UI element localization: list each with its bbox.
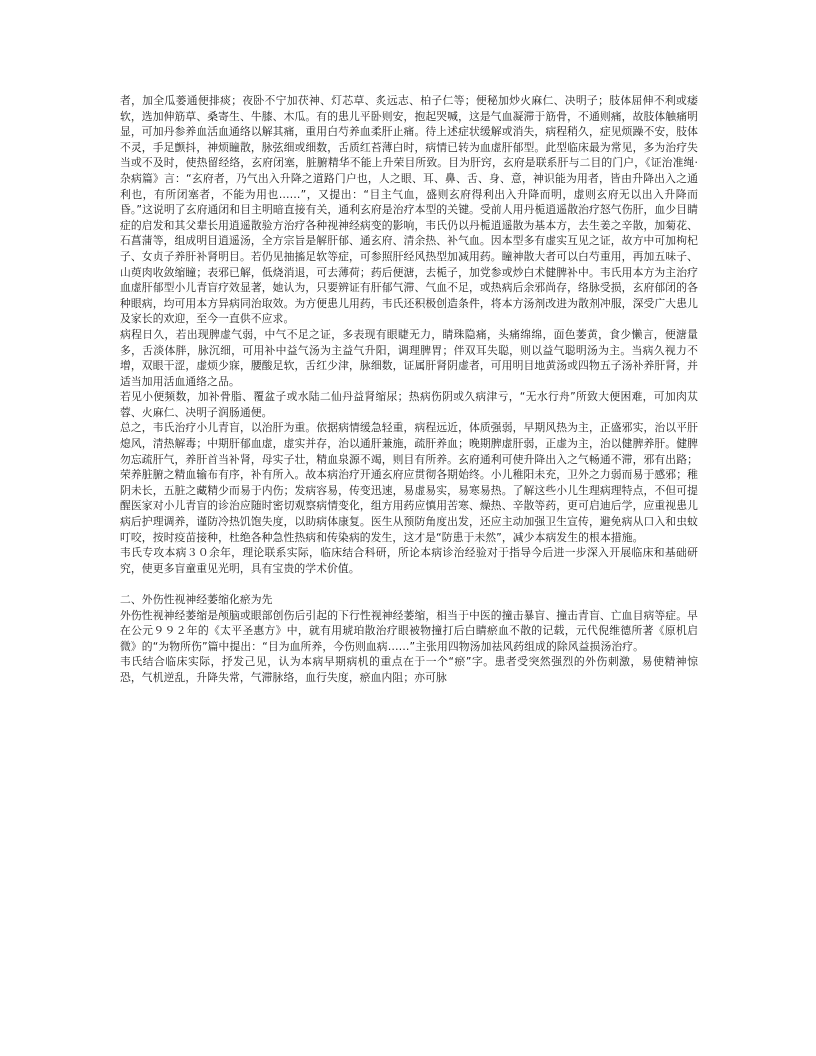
- section-paragraph-1: 外伤性视神经萎缩是颅脑或眼部创伤后引起的下行性视神经萎缩，相当于中医的撞击暴盲、撞击青盲、亡血目病等症。早在公元９９２年的《太平圣惠方》中，就有用琥珀散治疗眼被物撞打后白睛瘀血不散的记载，元代倪维德所著《原机启微》的“为物所伤”篇中提出：“目为血所养，今伤则血病……”主张用四物汤加祛风药组成的除风益损汤治疗。: [120, 608, 698, 653]
- document-content: [120, 93, 698, 686]
- paragraph-4: 总之，韦氏治疗小儿青盲，以治肝为重。依据病情缓急轻重，病程远近，体质强弱，早期风热为主，正盛邪实，治以平肝熄风，清热解毒；中期肝郁血虚，虚实并存，治以通肝兼施，疏肝养血；晚期脾虚肝弱，正虚为主，治以健脾养肝。健脾勿忘疏肝气，养肝首当补肾，母实子壮，精血泉源不竭，则目有所养。玄府通利可使升降出入之气畅通不滞，邪有出路；荣养脏腑之精血输布有序，补有所入。故本病治疗开通玄府应贯彻各期始终。小儿稚阳未充，卫外之力弱而易于感邪；稚阴未长，五脏之藏精少而易于内伤；发病容易，传变迅速，易虚易实，易寒易热。了解这些小儿生理病理特点，不但可提醒医家对小儿青盲的诊治应随时密切观察病情变化，组方用药应慎用苦寒、燥热、辛散等药，更可启迪后学，应重视患儿病后护理调养，谨防冷热饥饱失度，以助病体康复。医生从预防角度出发，还应主动加强卫生宣传，避免病从口入和虫蚊叮咬，按时疫苗接种，杜绝各种急性热病和传染病的发生，这才是“防患于未然”，减少本病发生的根本措施。: [120, 421, 698, 544]
- paragraph-3: 若见小便频数，加补骨脂、覆盆子或水陆二仙丹益肾缩尿；热病伤阴或久病津亏，“无水行舟”所致大便困难，可加肉苁蓉、火麻仁、决明子润肠通便。: [120, 390, 698, 419]
- section-heading: 二、外伤性视神经萎缩化瘀为先: [120, 593, 273, 606]
- paragraph-5: 韦氏专攻本病３０余年，理论联系实际，临床结合科研，所论本病诊治经验对于指导今后进一步深入开展临床和基础研究，使更多盲童重见光明，具有宝贵的学术价值。: [120, 546, 698, 575]
- section-paragraph-2: 韦氏结合临床实际，抒发己见，认为本病早期病机的重点在于一个“瘀”字。患者受突然强烈的外伤刺激，易使精神惊恐，气机逆乱，升降失常，气滞脉络，血行失度，瘀血内阻；亦可脉: [120, 655, 698, 684]
- paragraph-2: 病程日久，若出现脾虚气弱，中气不足之证，多表现有眼睫无力，睛珠隐痛，头痛绵绵，面色萎黄，食少懒言，便溏量多，舌淡体胖，脉沉细，可用补中益气汤为主益气升阳，调理脾胃；伴双耳失聪，则以益气聪明汤为主。当病久视力不增，双眼干涩，虚烦少寐，腰酸足软，舌红少津，脉细数，证属肝肾阴虚者，可用明目地黄汤或四物五子汤补养肝肾，并适当加用活血通络之品。: [120, 327, 698, 388]
- paragraph-1: 者，加全瓜蒌通便排痰；夜卧不宁加茯神、灯芯草、炙远志、柏子仁等；便秘加炒火麻仁、决明子；肢体屈伸不利或痿软，选加伸筋草、桑寄生、牛膝、木瓜。有的患儿平卧则安，抱起哭喊，这是气血凝滞于筋骨，不通则痛，故肢体触痛明显，可加丹参养血活血通络以解其痛，重用白芍养血柔肝止痛。待上述症状缓解或消失，病程稍久，症见烦躁不安，肢体不灵，手足颤抖，神烦瞳散，脉弦细或细数，舌质红苔薄白时，病情已转为血虚肝郁型。此型临床最为常见，多为治疗失当或不及时，使热留经络，玄府闭塞，脏腑精华不能上升荣目所致。目为肝窍，玄府是联系肝与二目的门户，《证治准绳·杂病篇》言：“玄府者，乃气出入升降之道路门户也，人之眼、耳、鼻、舌、身、意，神识能为用者，皆由升降出入之通利也，有所闭塞者，不能为用也……”，又提出：“目主气血，盛则玄府得利出入升降而明，虚则玄府无以出入升降而昏。”这说明了玄府通闭和目主明暗直接有关，通利玄府是治疗本型的关键。受前人用丹栀逍遥散治疗怒气伤肝，血少目睛症的启发和其父辈长用逍遥散验方治疗各种视神经病变的影响，韦氏仍以丹栀逍遥散为基本方，去生姜之辛散，加菊花、石菖蒲等，组成明目逍遥汤，全方宗旨是解肝郁、通玄府、清余热、补气血。因本型多有虚实互见之证，故方中可加枸杞子、女贞子养肝补肾明目。若仍见抽搐足软等症，可参照肝经风热型加减用药。瞳神散大者可以白芍重用，再加五味子、山萸肉收敛缩瞳；表邪已解，低烧消退，可去薄荷；药后便溏，去栀子，加党参或炒白术健脾补中。韦氏用本方为主治疗血虚肝郁型小儿青盲疗效显著，她认为，只要辨证有肝郁气滞、气血不足，或热病后余邪尚存，络脉受损，玄府郁闭的各种眼病，均可用本方异病同治取效。为方便患儿用药，韦氏还积极创造条件，将本方汤剂改进为散剂冲服，深受广大患儿及家长的欢迎，至今一直供不应求。: [120, 94, 698, 326]
